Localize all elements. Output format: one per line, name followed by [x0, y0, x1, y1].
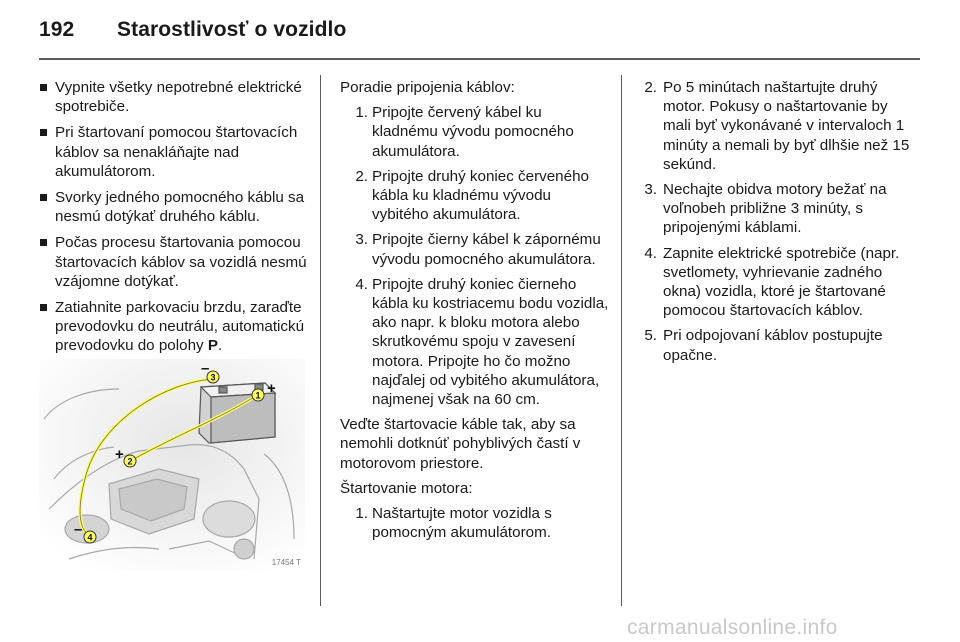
- bullet-item: Pri štartovaní pomocou štartovacích káblov sa nenakláňajte nad akumulátorom.: [39, 123, 309, 181]
- page-number: 192: [39, 18, 75, 41]
- watermark: carmanualsonline.info: [627, 616, 838, 639]
- jump-start-illustration: [39, 359, 305, 571]
- plus-sign: +: [115, 446, 124, 463]
- column-2: [340, 78, 610, 548]
- minus-sign: –: [201, 360, 210, 377]
- page-title: Starostlivosť o vozidlo: [117, 18, 347, 41]
- page-header: [39, 18, 346, 42]
- svg-text:3: 3: [210, 372, 216, 383]
- list-item: 3. Nechajte obidva motory bežať na voľnobeh približne 3 minúty, s pripojenými káblami.: [644, 181, 887, 237]
- list-item: 2. Po 5 minútach naštartujte druhý motor. Pokusy o naštartovanie by mali byť vykonávané v intervaloch 1 minúty a nemali by byť dlhšie než 15 sekúnd.: [644, 79, 910, 173]
- svg-text:4: 4: [87, 532, 93, 543]
- marker-4: [84, 531, 96, 543]
- list-item: 2. Pripojte druhý koniec červeného kábla ku kladnému vývodu vybitého akumulátora.: [355, 167, 589, 224]
- marker-2: [124, 455, 136, 467]
- list-item: 4. Pripojte druhý koniec čierneho kábla ku kostriacemu bodu vozidla, ako napr. k bloku motora alebo skrutkovému spoju v zavesení motora. Pripojte ho čo možno najďalej od vybitého akumulátora, najmenej však na 60 cm.: [355, 275, 609, 409]
- plus-sign: +: [267, 380, 276, 397]
- column-divider-1: [320, 75, 321, 606]
- list-item: 1. Naštartujte motor vozidla s pomocným akumulátorom.: [355, 505, 552, 542]
- start-title: Štartovanie motora:: [340, 479, 473, 497]
- svg-text:2: 2: [127, 456, 133, 467]
- bullet-item: Počas procesu štartovania pomocou štartovacích káblov sa vozidlá nesmú vzájomne dotýkať.: [39, 233, 309, 291]
- list-item: 5. Pri odpojovaní káblov postupujte opačne.: [644, 327, 883, 364]
- list-item: 3. Pripojte čierny kábel k zápornému vývodu pomocného akumulátora.: [355, 231, 601, 268]
- header-rule: [39, 58, 920, 60]
- bullet-text: Zatiahnite parkovaciu brzdu, zaraďte prevodovku do neutrálu, automatickú prevodovku do polohy: [55, 299, 305, 355]
- column-1: [39, 78, 309, 363]
- bullet-item: Vypnite všetky nepotrebné elektrické spotrebiče.: [39, 78, 309, 116]
- figure-code: 17454 T: [271, 558, 301, 567]
- column-divider-2: [621, 75, 622, 606]
- svg-text:1: 1: [255, 390, 261, 401]
- cable-note: Veďte štartovacie káble tak, aby sa nemohli dotknúť pohyblivých častí v motorovom priestore.: [340, 416, 581, 472]
- column-3: [641, 78, 911, 371]
- connection-intro: Poradie pripojenia káblov:: [340, 79, 515, 96]
- minus-sign: –: [74, 521, 83, 538]
- bullet-item: Svorky jedného pomocného káblu sa nesmú dotýkať druhého káblu.: [39, 188, 309, 226]
- bullet-end: .: [217, 337, 223, 355]
- list-item: 1. Pripojte červený kábel ku kladnému vývodu pomocného akumulátora.: [355, 104, 574, 160]
- bullet-item: [39, 298, 309, 356]
- marker-1: [252, 389, 264, 401]
- list-item: 4. Zapnite elektrické spotrebiče (napr. svetlomety, vyhrievanie zadného okna) vozidla, ktoré je štartované pomocou štartovacích káblov.: [644, 244, 900, 320]
- gear-position: P: [207, 337, 218, 355]
